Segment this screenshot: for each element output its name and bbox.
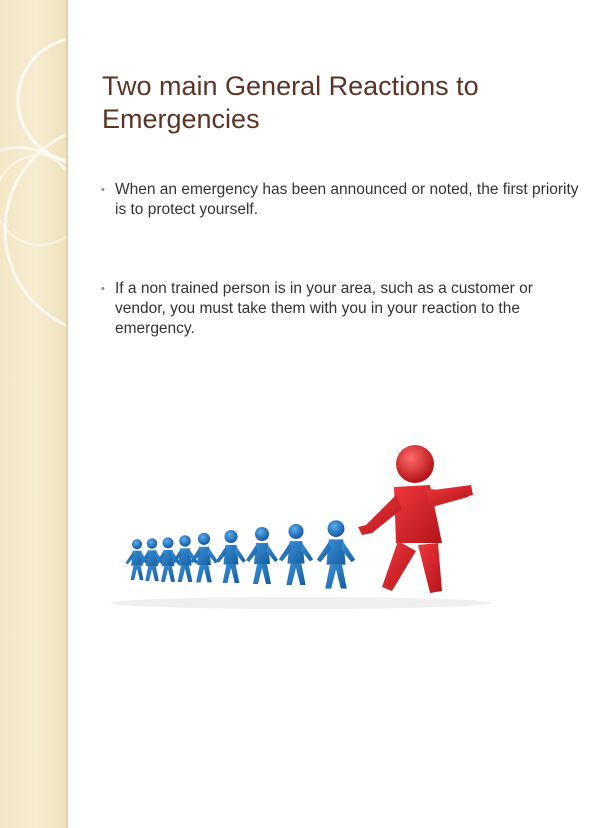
leader-with-followers-icon	[96, 385, 506, 655]
bullet-list	[100, 180, 580, 339]
decorative-swirl-icon	[0, 0, 66, 828]
bullet-marker: •	[101, 184, 105, 196]
bullet-text: When an emergency has been announced or noted, the first priority is to protect yourself.	[115, 181, 579, 218]
bullet-item	[100, 180, 580, 220]
leader-figure	[358, 445, 473, 593]
bullet-item	[100, 279, 580, 339]
decorative-side-panel	[0, 0, 68, 828]
slide-title: Two main General Reactions to Emergencies	[102, 71, 479, 134]
bullet-marker: •	[101, 283, 105, 295]
bullet-text: If a non trained person is in your area, such as a customer or vendor, you must take them with you in your reaction to the emergency.	[115, 280, 533, 337]
leader-with-followers-illustration	[96, 385, 506, 655]
